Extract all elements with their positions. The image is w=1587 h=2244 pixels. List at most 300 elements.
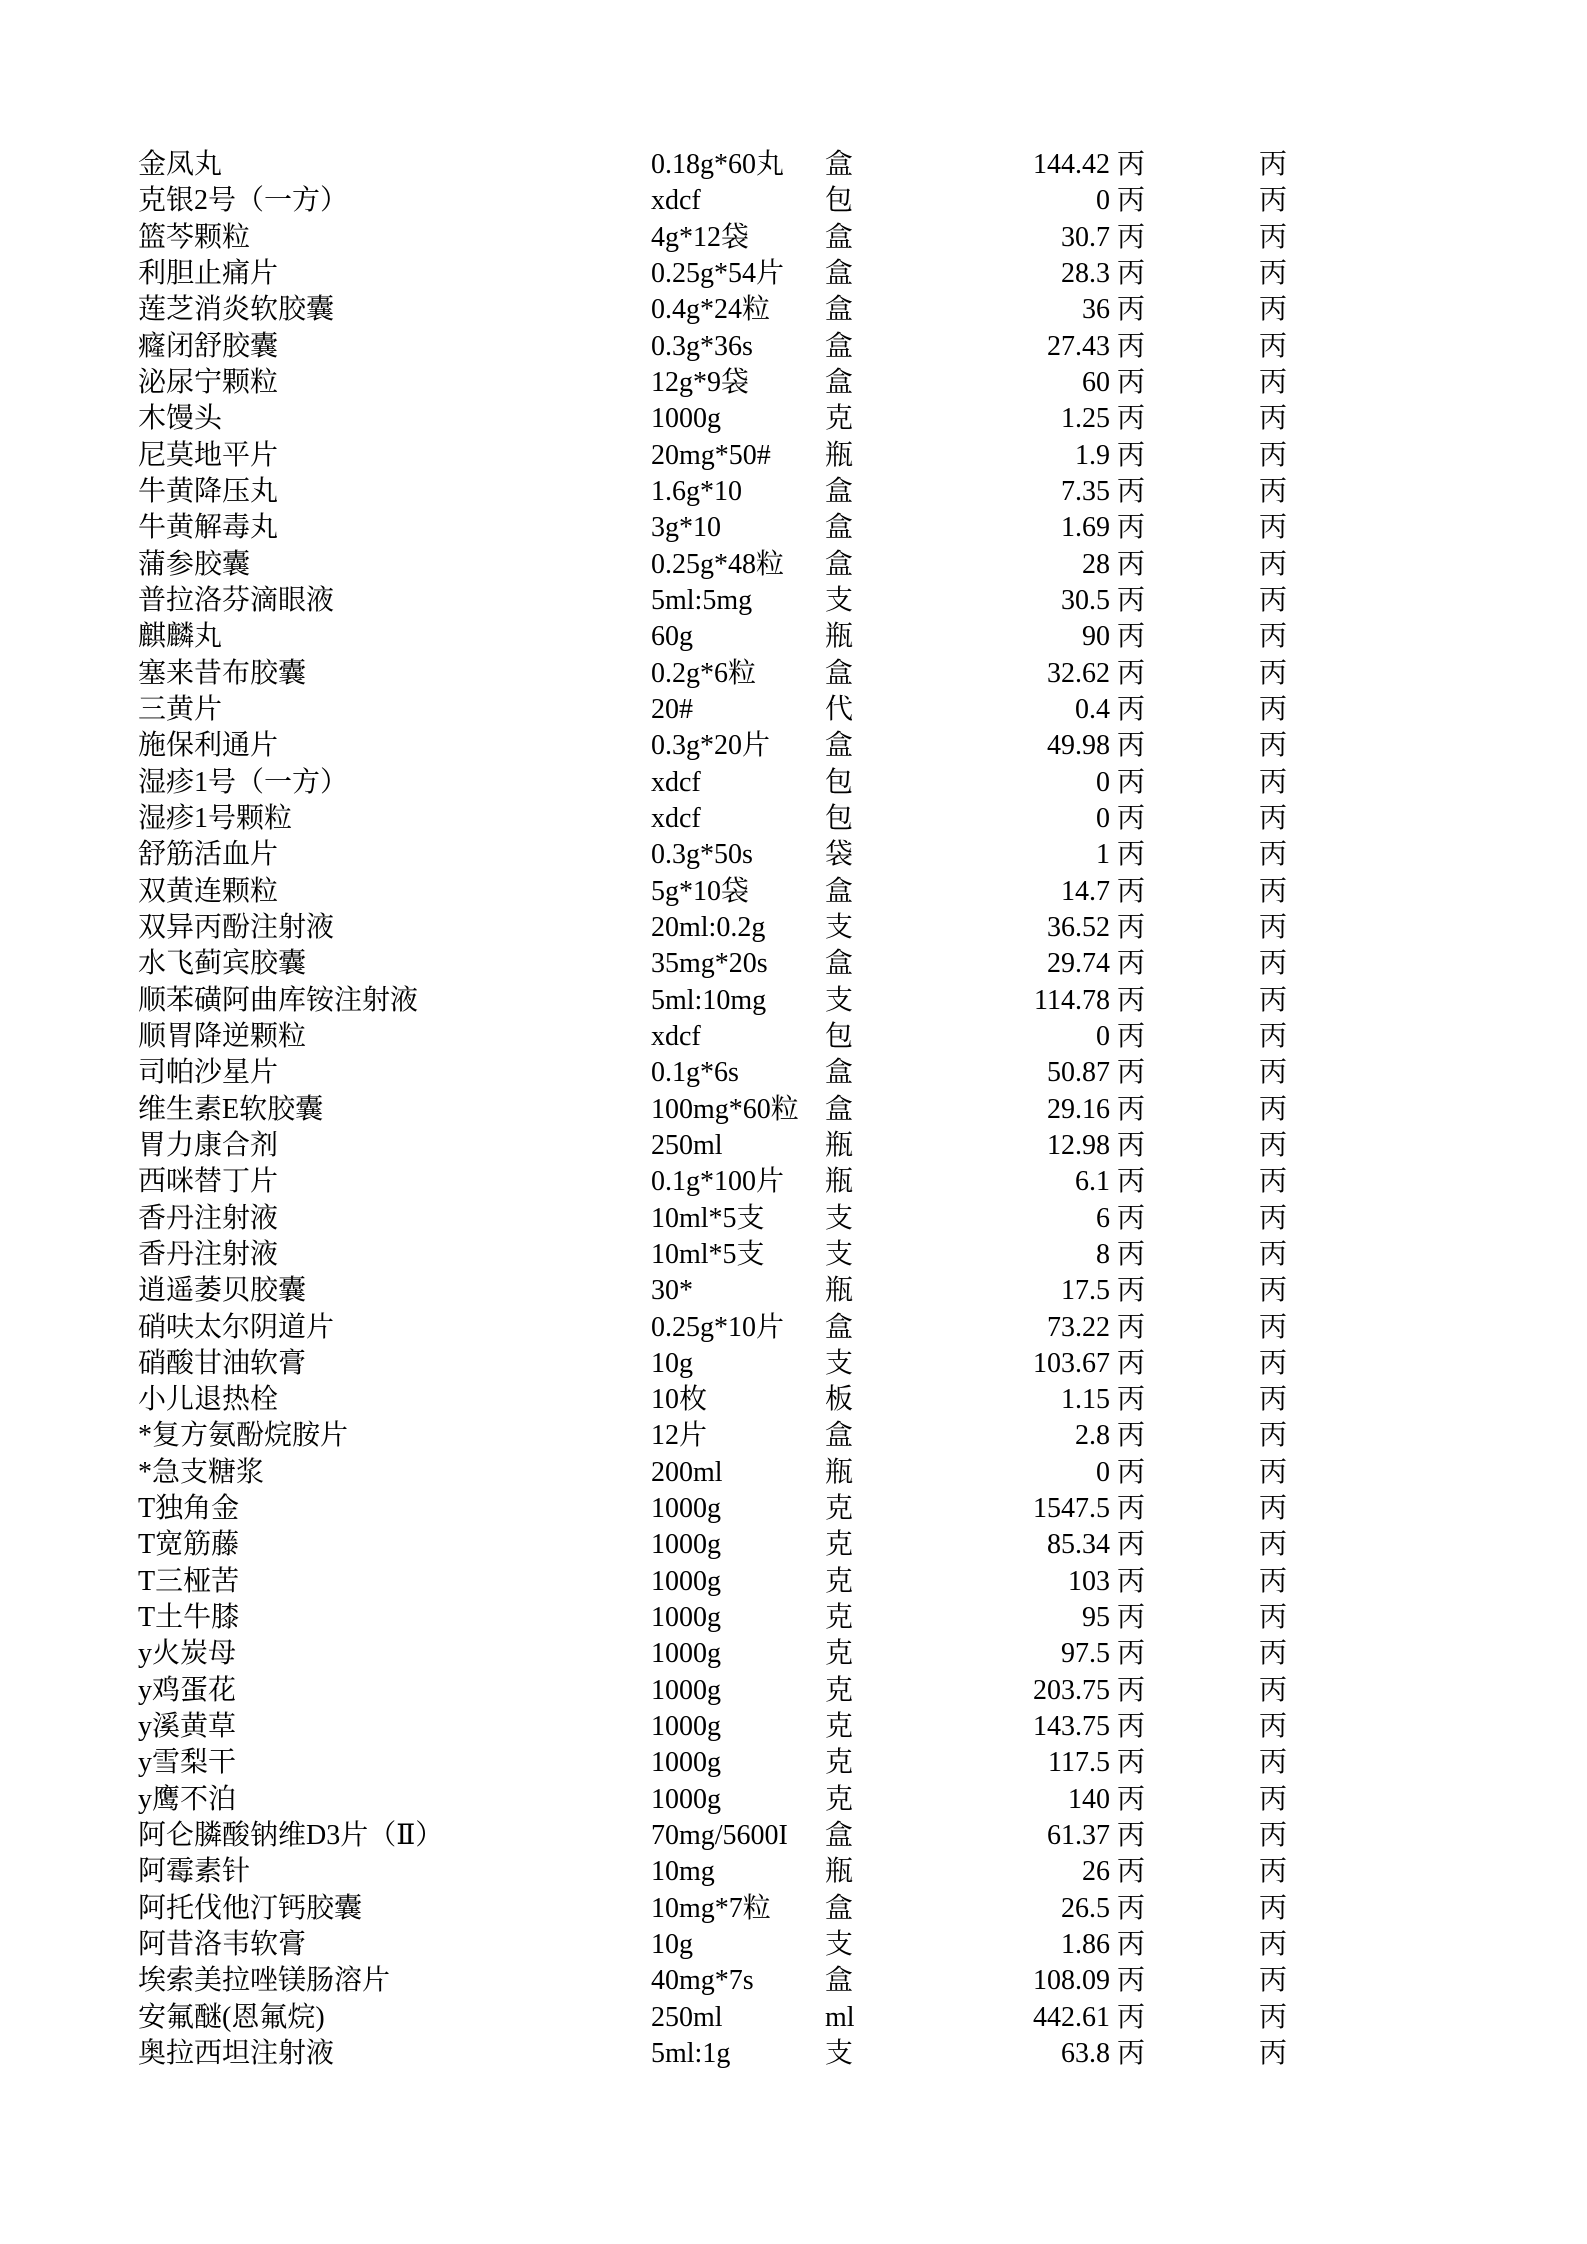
price-cell: 26.5 [1061, 1892, 1110, 1924]
drug-name-cell: y溪黄草 [138, 1711, 237, 1743]
price-cell: 49.98 [1047, 730, 1110, 762]
grade2-cell: 丙 [1259, 1856, 1288, 1888]
grade2-cell: 丙 [1259, 839, 1288, 871]
grade1-cell: 丙 [1117, 1820, 1146, 1852]
grade1-cell: 丙 [1117, 1602, 1146, 1634]
unit-cell: 瓶 [825, 1275, 854, 1307]
grade1-cell: 丙 [1117, 1384, 1146, 1416]
drug-name-cell: *急支糖浆 [138, 1456, 265, 1488]
price-cell: 6.1 [1075, 1166, 1110, 1198]
table-row [0, 1346, 1587, 1382]
unit-cell: 支 [825, 911, 854, 943]
drug-name-cell: y鸡蛋花 [138, 1674, 237, 1706]
unit-cell: 盒 [825, 366, 854, 398]
unit-cell: 盒 [825, 475, 854, 507]
price-cell: 0.4 [1075, 693, 1110, 725]
spec-cell: 0.1g*100片 [651, 1166, 785, 1198]
spec-cell: xdcf [651, 1020, 701, 1052]
spec-cell: 1000g [651, 1565, 721, 1597]
table-row [0, 510, 1587, 546]
grade1-cell: 丙 [1117, 403, 1146, 435]
spec-cell: 0.25g*54片 [651, 257, 785, 289]
grade1-cell: 丙 [1117, 1347, 1146, 1379]
grade1-cell: 丙 [1117, 1238, 1146, 1270]
table-row [0, 183, 1587, 219]
grade2-cell: 丙 [1259, 984, 1288, 1016]
price-cell: 1 [1096, 839, 1110, 871]
table-row [0, 619, 1587, 655]
drug-name-cell: 水飞蓟宾胶囊 [138, 948, 307, 980]
table-row [0, 1237, 1587, 1273]
spec-cell: 20mg*50# [651, 439, 771, 471]
table-row [0, 547, 1587, 583]
grade2-cell: 丙 [1259, 221, 1288, 253]
unit-cell: 盒 [825, 1311, 854, 1343]
grade2-cell: 丙 [1259, 403, 1288, 435]
grade1-cell: 丙 [1117, 330, 1146, 362]
drug-name-cell: 尼莫地平片 [138, 439, 279, 471]
spec-cell: 10mg*7粒 [651, 1892, 771, 1924]
unit-cell: 包 [825, 766, 854, 798]
grade2-cell: 丙 [1259, 1275, 1288, 1307]
spec-cell: 0.25g*48粒 [651, 548, 785, 580]
price-cell: 29.74 [1047, 948, 1110, 980]
drug-name-cell: 安氟醚(恩氟烷) [138, 2001, 325, 2033]
drug-name-cell: 普拉洛芬滴眼液 [138, 584, 335, 616]
unit-cell: 克 [825, 1602, 854, 1634]
price-cell: 95 [1082, 1602, 1110, 1634]
unit-cell: 瓶 [825, 1129, 854, 1161]
grade2-cell: 丙 [1259, 330, 1288, 362]
grade2-cell: 丙 [1259, 1057, 1288, 1089]
drug-name-cell: 三黄片 [138, 693, 223, 725]
grade2-cell: 丙 [1259, 1602, 1288, 1634]
grade2-cell: 丙 [1259, 1711, 1288, 1743]
spec-cell: 1000g [651, 1711, 721, 1743]
grade2-cell: 丙 [1259, 439, 1288, 471]
spec-cell: 0.3g*36s [651, 330, 753, 362]
price-cell: 117.5 [1048, 1747, 1110, 1779]
grade1-cell: 丙 [1117, 1166, 1146, 1198]
grade2-cell: 丙 [1259, 1129, 1288, 1161]
grade2-cell: 丙 [1259, 475, 1288, 507]
grade1-cell: 丙 [1117, 1747, 1146, 1779]
spec-cell: 60g [651, 621, 693, 653]
grade1-cell: 丙 [1117, 366, 1146, 398]
price-cell: 0 [1096, 1020, 1110, 1052]
unit-cell: 包 [825, 1020, 854, 1052]
drug-name-cell: 硝呋太尔阴道片 [138, 1311, 335, 1343]
grade1-cell: 丙 [1117, 875, 1146, 907]
drug-name-cell: 司帕沙星片 [138, 1057, 279, 1089]
grade1-cell: 丙 [1117, 294, 1146, 326]
grade1-cell: 丙 [1117, 439, 1146, 471]
price-cell: 50.87 [1047, 1057, 1110, 1089]
unit-cell: 支 [825, 584, 854, 616]
grade1-cell: 丙 [1117, 948, 1146, 980]
grade2-cell: 丙 [1259, 911, 1288, 943]
price-cell: 32.62 [1047, 657, 1110, 689]
price-cell: 1547.5 [1033, 1493, 1110, 1525]
table-row [0, 1782, 1587, 1818]
table-row [0, 438, 1587, 474]
table-row [0, 1491, 1587, 1527]
price-cell: 140 [1068, 1783, 1110, 1815]
grade1-cell: 丙 [1117, 911, 1146, 943]
drug-name-cell: 莲芝消炎软胶囊 [138, 294, 335, 326]
spec-cell: 0.18g*60丸 [651, 149, 785, 180]
drug-name-cell: *复方氨酚烷胺片 [138, 1420, 349, 1452]
table-row [0, 1709, 1587, 1745]
grade1-cell: 丙 [1117, 548, 1146, 580]
price-cell: 8 [1096, 1238, 1110, 1270]
price-cell: 90 [1082, 621, 1110, 653]
drug-name-cell: 木馒头 [138, 403, 223, 435]
unit-cell: ml [825, 2001, 855, 2033]
price-cell: 0 [1096, 766, 1110, 798]
grade2-cell: 丙 [1259, 948, 1288, 980]
grade2-cell: 丙 [1259, 512, 1288, 544]
grade2-cell: 丙 [1259, 802, 1288, 834]
spec-cell: 10ml*5支 [651, 1238, 765, 1270]
drug-name-cell: 阿托伐他汀钙胶囊 [138, 1892, 363, 1924]
price-cell: 1.9 [1075, 439, 1110, 471]
spec-cell: 100mg*60粒 [651, 1093, 799, 1125]
grade2-cell: 丙 [1259, 1456, 1288, 1488]
unit-cell: 盒 [825, 1057, 854, 1089]
spec-cell: 0.3g*20片 [651, 730, 771, 762]
drug-name-cell: 牛黄解毒丸 [138, 512, 279, 544]
table-row [0, 256, 1587, 292]
grade2-cell: 丙 [1259, 1020, 1288, 1052]
grade2-cell: 丙 [1259, 1565, 1288, 1597]
unit-cell: 克 [825, 1638, 854, 1670]
unit-cell: 盒 [825, 948, 854, 980]
spec-cell: 30* [651, 1275, 693, 1307]
drug-name-cell: 硝酸甘油软膏 [138, 1347, 307, 1379]
grade1-cell: 丙 [1117, 1057, 1146, 1089]
spec-cell: 1.6g*10 [651, 475, 742, 507]
drug-name-cell: 小儿退热栓 [138, 1384, 279, 1416]
grade1-cell: 丙 [1117, 657, 1146, 689]
unit-cell: 盒 [825, 730, 854, 762]
price-cell: 12.98 [1047, 1129, 1110, 1161]
grade1-cell: 丙 [1117, 1674, 1146, 1706]
grade1-cell: 丙 [1117, 1129, 1146, 1161]
grade1-cell: 丙 [1117, 839, 1146, 871]
spec-cell: 1000g [651, 403, 721, 435]
spec-cell: xdcf [651, 802, 701, 834]
table-row [0, 2000, 1587, 2036]
table-row [0, 220, 1587, 256]
price-cell: 14.7 [1061, 875, 1110, 907]
table-row [0, 801, 1587, 837]
grade1-cell: 丙 [1117, 693, 1146, 725]
price-cell: 2.8 [1075, 1420, 1110, 1452]
spec-cell: 0.3g*50s [651, 839, 753, 871]
price-cell: 97.5 [1061, 1638, 1110, 1670]
price-cell: 1.15 [1061, 1384, 1110, 1416]
grade1-cell: 丙 [1117, 1093, 1146, 1125]
spec-cell: 250ml [651, 1129, 723, 1161]
spec-cell: 70mg/5600I [651, 1820, 788, 1852]
grade2-cell: 丙 [1259, 621, 1288, 653]
unit-cell: 袋 [825, 839, 854, 871]
grade2-cell: 丙 [1259, 730, 1288, 762]
grade1-cell: 丙 [1117, 1493, 1146, 1525]
unit-cell: 盒 [825, 1420, 854, 1452]
table-row [0, 728, 1587, 764]
grade1-cell: 丙 [1117, 1275, 1146, 1307]
grade2-cell: 丙 [1259, 1384, 1288, 1416]
unit-cell: 支 [825, 2038, 854, 2070]
price-cell: 1.25 [1061, 403, 1110, 435]
spec-cell: 0.4g*24粒 [651, 294, 771, 326]
grade2-cell: 丙 [1259, 1347, 1288, 1379]
table-row [0, 1455, 1587, 1491]
unit-cell: 盒 [825, 149, 854, 180]
grade1-cell: 丙 [1117, 257, 1146, 289]
drug-name-cell: 埃索美拉唑镁肠溶片 [138, 1965, 391, 1997]
table-row [0, 329, 1587, 365]
price-cell: 103.67 [1033, 1347, 1110, 1379]
price-cell: 1.86 [1061, 1929, 1110, 1961]
table-row [0, 1382, 1587, 1418]
grade1-cell: 丙 [1117, 730, 1146, 762]
drug-name-cell: 阿仑膦酸钠维D3片（Ⅱ） [138, 1820, 444, 1852]
unit-cell: 克 [825, 1711, 854, 1743]
drug-name-cell: 奥拉西坦注射液 [138, 2038, 335, 2070]
grade1-cell: 丙 [1117, 1020, 1146, 1052]
spec-cell: 20ml:0.2g [651, 911, 766, 943]
spec-cell: 5ml:1g [651, 2038, 731, 2070]
unit-cell: 克 [825, 1747, 854, 1779]
grade2-cell: 丙 [1259, 1929, 1288, 1961]
drug-name-cell: 舒筋活血片 [138, 839, 279, 871]
grade2-cell: 丙 [1259, 257, 1288, 289]
price-cell: 28.3 [1061, 257, 1110, 289]
spec-cell: 10ml*5支 [651, 1202, 765, 1234]
price-cell: 36 [1082, 294, 1110, 326]
grade2-cell: 丙 [1259, 1674, 1288, 1706]
spec-cell: 0.25g*10片 [651, 1311, 785, 1343]
grade1-cell: 丙 [1117, 1783, 1146, 1815]
grade1-cell: 丙 [1117, 1202, 1146, 1234]
table-row [0, 1164, 1587, 1200]
price-cell: 0 [1096, 1456, 1110, 1488]
table-row [0, 147, 1587, 183]
unit-cell: 克 [825, 403, 854, 435]
grade1-cell: 丙 [1117, 2038, 1146, 2070]
spec-cell: xdcf [651, 766, 701, 798]
table-row [0, 1963, 1587, 1999]
unit-cell: 瓶 [825, 439, 854, 471]
spec-cell: 4g*12袋 [651, 221, 750, 253]
drug-name-cell: 顺苯磺阿曲库铵注射液 [138, 984, 419, 1016]
table-row [0, 583, 1587, 619]
drug-name-cell: 金凤丸 [138, 149, 223, 180]
spec-cell: 1000g [651, 1674, 721, 1706]
table-row [0, 1600, 1587, 1636]
price-cell: 103 [1068, 1565, 1110, 1597]
table-row [0, 656, 1587, 692]
grade2-cell: 丙 [1259, 1202, 1288, 1234]
price-cell: 26 [1082, 1856, 1110, 1888]
unit-cell: 盒 [825, 257, 854, 289]
table-row [0, 1418, 1587, 1454]
table-row [0, 1818, 1587, 1854]
grade2-cell: 丙 [1259, 366, 1288, 398]
unit-cell: 克 [825, 1783, 854, 1815]
unit-cell: 支 [825, 1929, 854, 1961]
grade2-cell: 丙 [1259, 185, 1288, 217]
drug-name-cell: 胃力康合剂 [138, 1129, 279, 1161]
table-row [0, 2036, 1587, 2072]
spec-cell: 12g*9袋 [651, 366, 750, 398]
unit-cell: 瓶 [825, 1456, 854, 1488]
unit-cell: 包 [825, 185, 854, 217]
grade2-cell: 丙 [1259, 294, 1288, 326]
table-row [0, 1273, 1587, 1309]
drug-name-cell: 利胆止痛片 [138, 257, 279, 289]
grade2-cell: 丙 [1259, 1638, 1288, 1670]
unit-cell: 支 [825, 1238, 854, 1270]
table-row [0, 1854, 1587, 1890]
unit-cell: 克 [825, 1565, 854, 1597]
drug-name-cell: 双黄连颗粒 [138, 875, 279, 907]
unit-cell: 盒 [825, 512, 854, 544]
drug-name-cell: 湿疹1号颗粒 [138, 802, 293, 834]
price-cell: 442.61 [1033, 2001, 1110, 2033]
spec-cell: 20# [651, 693, 693, 725]
grade1-cell: 丙 [1117, 584, 1146, 616]
price-cell: 0 [1096, 802, 1110, 834]
drug-name-cell: 双异丙酚注射液 [138, 911, 335, 943]
spec-cell: 10mg [651, 1856, 715, 1888]
spec-cell: 1000g [651, 1747, 721, 1779]
table-row [0, 292, 1587, 328]
drug-name-cell: 克银2号（一方） [138, 185, 349, 217]
grade1-cell: 丙 [1117, 766, 1146, 798]
table-row [0, 1891, 1587, 1927]
spec-cell: 10枚 [651, 1384, 708, 1416]
drug-name-cell: 逍遥萎贝胶囊 [138, 1275, 307, 1307]
table-row [0, 1092, 1587, 1128]
grade1-cell: 丙 [1117, 1456, 1146, 1488]
drug-name-cell: 施保利通片 [138, 730, 279, 762]
spec-cell: 3g*10 [651, 512, 721, 544]
grade2-cell: 丙 [1259, 1892, 1288, 1924]
spec-cell: 250ml [651, 2001, 723, 2033]
price-table [0, 147, 1587, 2072]
price-cell: 1.69 [1061, 512, 1110, 544]
price-cell: 28 [1082, 548, 1110, 580]
unit-cell: 盒 [825, 548, 854, 580]
drug-name-cell: 香丹注射液 [138, 1202, 279, 1234]
grade1-cell: 丙 [1117, 1965, 1146, 1997]
grade2-cell: 丙 [1259, 875, 1288, 907]
grade2-cell: 丙 [1259, 1529, 1288, 1561]
grade2-cell: 丙 [1259, 149, 1288, 180]
unit-cell: 支 [825, 1347, 854, 1379]
drug-name-cell: 阿霉素针 [138, 1856, 251, 1888]
unit-cell: 支 [825, 1202, 854, 1234]
grade2-cell: 丙 [1259, 1238, 1288, 1270]
drug-name-cell: 塞来昔布胶囊 [138, 657, 307, 689]
price-cell: 114.78 [1034, 984, 1110, 1016]
unit-cell: 盒 [825, 330, 854, 362]
table-row [0, 1128, 1587, 1164]
grade2-cell: 丙 [1259, 657, 1288, 689]
unit-cell: 克 [825, 1493, 854, 1525]
unit-cell: 代 [825, 693, 854, 725]
table-row [0, 1310, 1587, 1346]
unit-cell: 盒 [825, 657, 854, 689]
grade1-cell: 丙 [1117, 475, 1146, 507]
drug-name-cell: y鹰不泊 [138, 1783, 237, 1815]
grade1-cell: 丙 [1117, 185, 1146, 217]
grade1-cell: 丙 [1117, 1420, 1146, 1452]
grade1-cell: 丙 [1117, 984, 1146, 1016]
table-row [0, 874, 1587, 910]
grade1-cell: 丙 [1117, 802, 1146, 834]
spec-cell: 0.1g*6s [651, 1057, 739, 1089]
unit-cell: 盒 [825, 875, 854, 907]
drug-name-cell: 牛黄降压丸 [138, 475, 279, 507]
unit-cell: 盒 [825, 294, 854, 326]
drug-name-cell: 香丹注射液 [138, 1238, 279, 1270]
spec-cell: 1000g [651, 1602, 721, 1634]
grade1-cell: 丙 [1117, 149, 1146, 180]
grade1-cell: 丙 [1117, 621, 1146, 653]
grade2-cell: 丙 [1259, 1747, 1288, 1779]
drug-name-cell: T三桠苦 [138, 1565, 240, 1597]
spec-cell: 10g [651, 1347, 693, 1379]
unit-cell: 支 [825, 984, 854, 1016]
price-cell: 73.22 [1047, 1311, 1110, 1343]
price-cell: 36.52 [1047, 911, 1110, 943]
table-row [0, 1927, 1587, 1963]
grade2-cell: 丙 [1259, 2001, 1288, 2033]
drug-name-cell: 麒麟丸 [138, 621, 223, 653]
table-row [0, 1564, 1587, 1600]
spec-cell: 200ml [651, 1456, 723, 1488]
drug-name-cell: y雪梨干 [138, 1747, 237, 1779]
spec-cell: 1000g [651, 1783, 721, 1815]
drug-name-cell: T独角金 [138, 1493, 240, 1525]
spec-cell: 1000g [651, 1638, 721, 1670]
unit-cell: 克 [825, 1529, 854, 1561]
spec-cell: 40mg*7s [651, 1965, 754, 1997]
spec-cell: 5ml:10mg [651, 984, 767, 1016]
price-cell: 27.43 [1047, 330, 1110, 362]
drug-name-cell: 阿昔洛韦软膏 [138, 1929, 307, 1961]
price-cell: 30.5 [1061, 584, 1110, 616]
unit-cell: 盒 [825, 1892, 854, 1924]
grade2-cell: 丙 [1259, 584, 1288, 616]
price-cell: 17.5 [1061, 1275, 1110, 1307]
grade1-cell: 丙 [1117, 1311, 1146, 1343]
unit-cell: 盒 [825, 1965, 854, 1997]
grade1-cell: 丙 [1117, 1529, 1146, 1561]
drug-name-cell: 篮芩颗粒 [138, 221, 251, 253]
unit-cell: 盒 [825, 1093, 854, 1125]
grade1-cell: 丙 [1117, 221, 1146, 253]
table-row [0, 365, 1587, 401]
price-cell: 0 [1096, 185, 1110, 217]
table-row [0, 910, 1587, 946]
price-cell: 61.37 [1047, 1820, 1110, 1852]
